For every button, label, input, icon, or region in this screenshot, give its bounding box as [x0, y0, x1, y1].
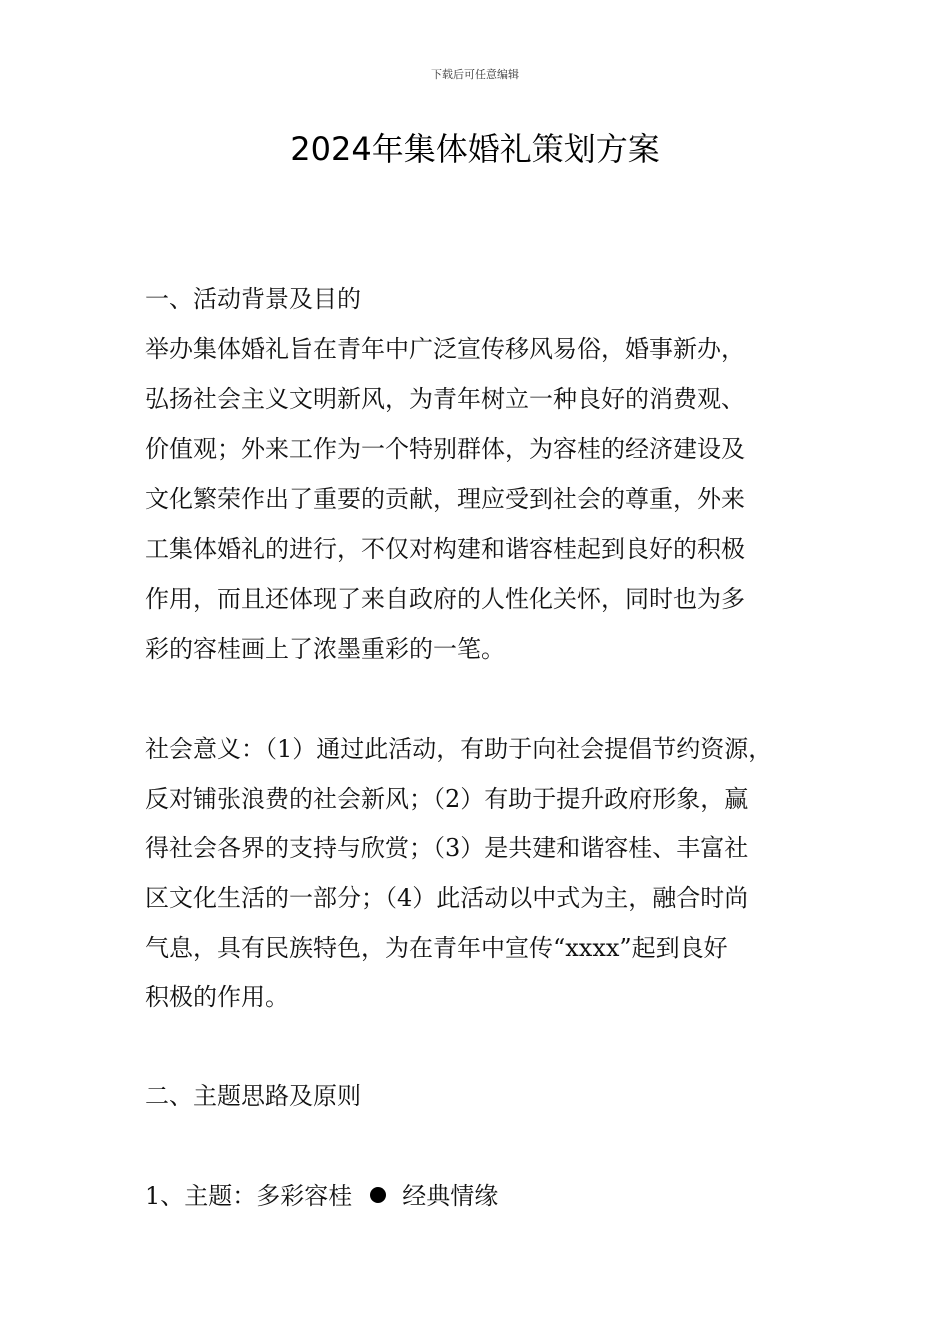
paragraph-line: 社会意义：（1）通过此活动，有助于向社会提倡节约资源，: [145, 735, 773, 763]
paragraph-line: 气息，具有民族特色，为在青年中宣传“xxxx”起到良好: [145, 934, 728, 962]
section-heading: 一、活动背景及目的: [145, 285, 361, 313]
paragraph-line: 文化繁荣作出了重要的贡献，理应受到社会的尊重，外来: [145, 485, 745, 513]
section-heading: 二、主题思路及原则: [145, 1082, 361, 1110]
paragraph-line: 作用，而且还体现了来自政府的人性化关怀，同时也为多: [145, 585, 745, 613]
paragraph-line: 得社会各界的支持与欣赏；（3）是共建和谐容桂、丰富社: [145, 834, 749, 862]
paragraph-line: 积极的作用。: [145, 983, 289, 1011]
paragraph-line: 举办集体婚礼旨在青年中广泛宣传移风易俗，婚事新办，: [145, 335, 745, 363]
paragraph-line: 彩的容桂画上了浓墨重彩的一笔。: [145, 635, 505, 663]
header-note: 下载后可任意编辑: [431, 68, 519, 81]
bullet-icon: [370, 1187, 386, 1203]
paragraph-line: 区文化生活的一部分；（4）此活动以中式为主，融合时尚: [145, 884, 749, 912]
paragraph-line: 工集体婚礼的进行，不仅对构建和谐容桂起到良好的积极: [145, 535, 745, 563]
document-title: 2024年集体婚礼策划方案: [290, 130, 660, 168]
theme-suffix: 经典情缘: [402, 1182, 499, 1210]
theme-prefix: 1、主题：多彩容桂: [145, 1182, 353, 1210]
paragraph-line: 价值观；外来工作为一个特别群体，为容桂的经济建设及: [145, 435, 745, 463]
theme-line: [145, 1181, 498, 1211]
paragraph-line: 反对铺张浪费的社会新风；（2）有助于提升政府形象，赢: [145, 785, 749, 813]
paragraph-line: 弘扬社会主义文明新风，为青年树立一种良好的消费观、: [145, 385, 745, 413]
